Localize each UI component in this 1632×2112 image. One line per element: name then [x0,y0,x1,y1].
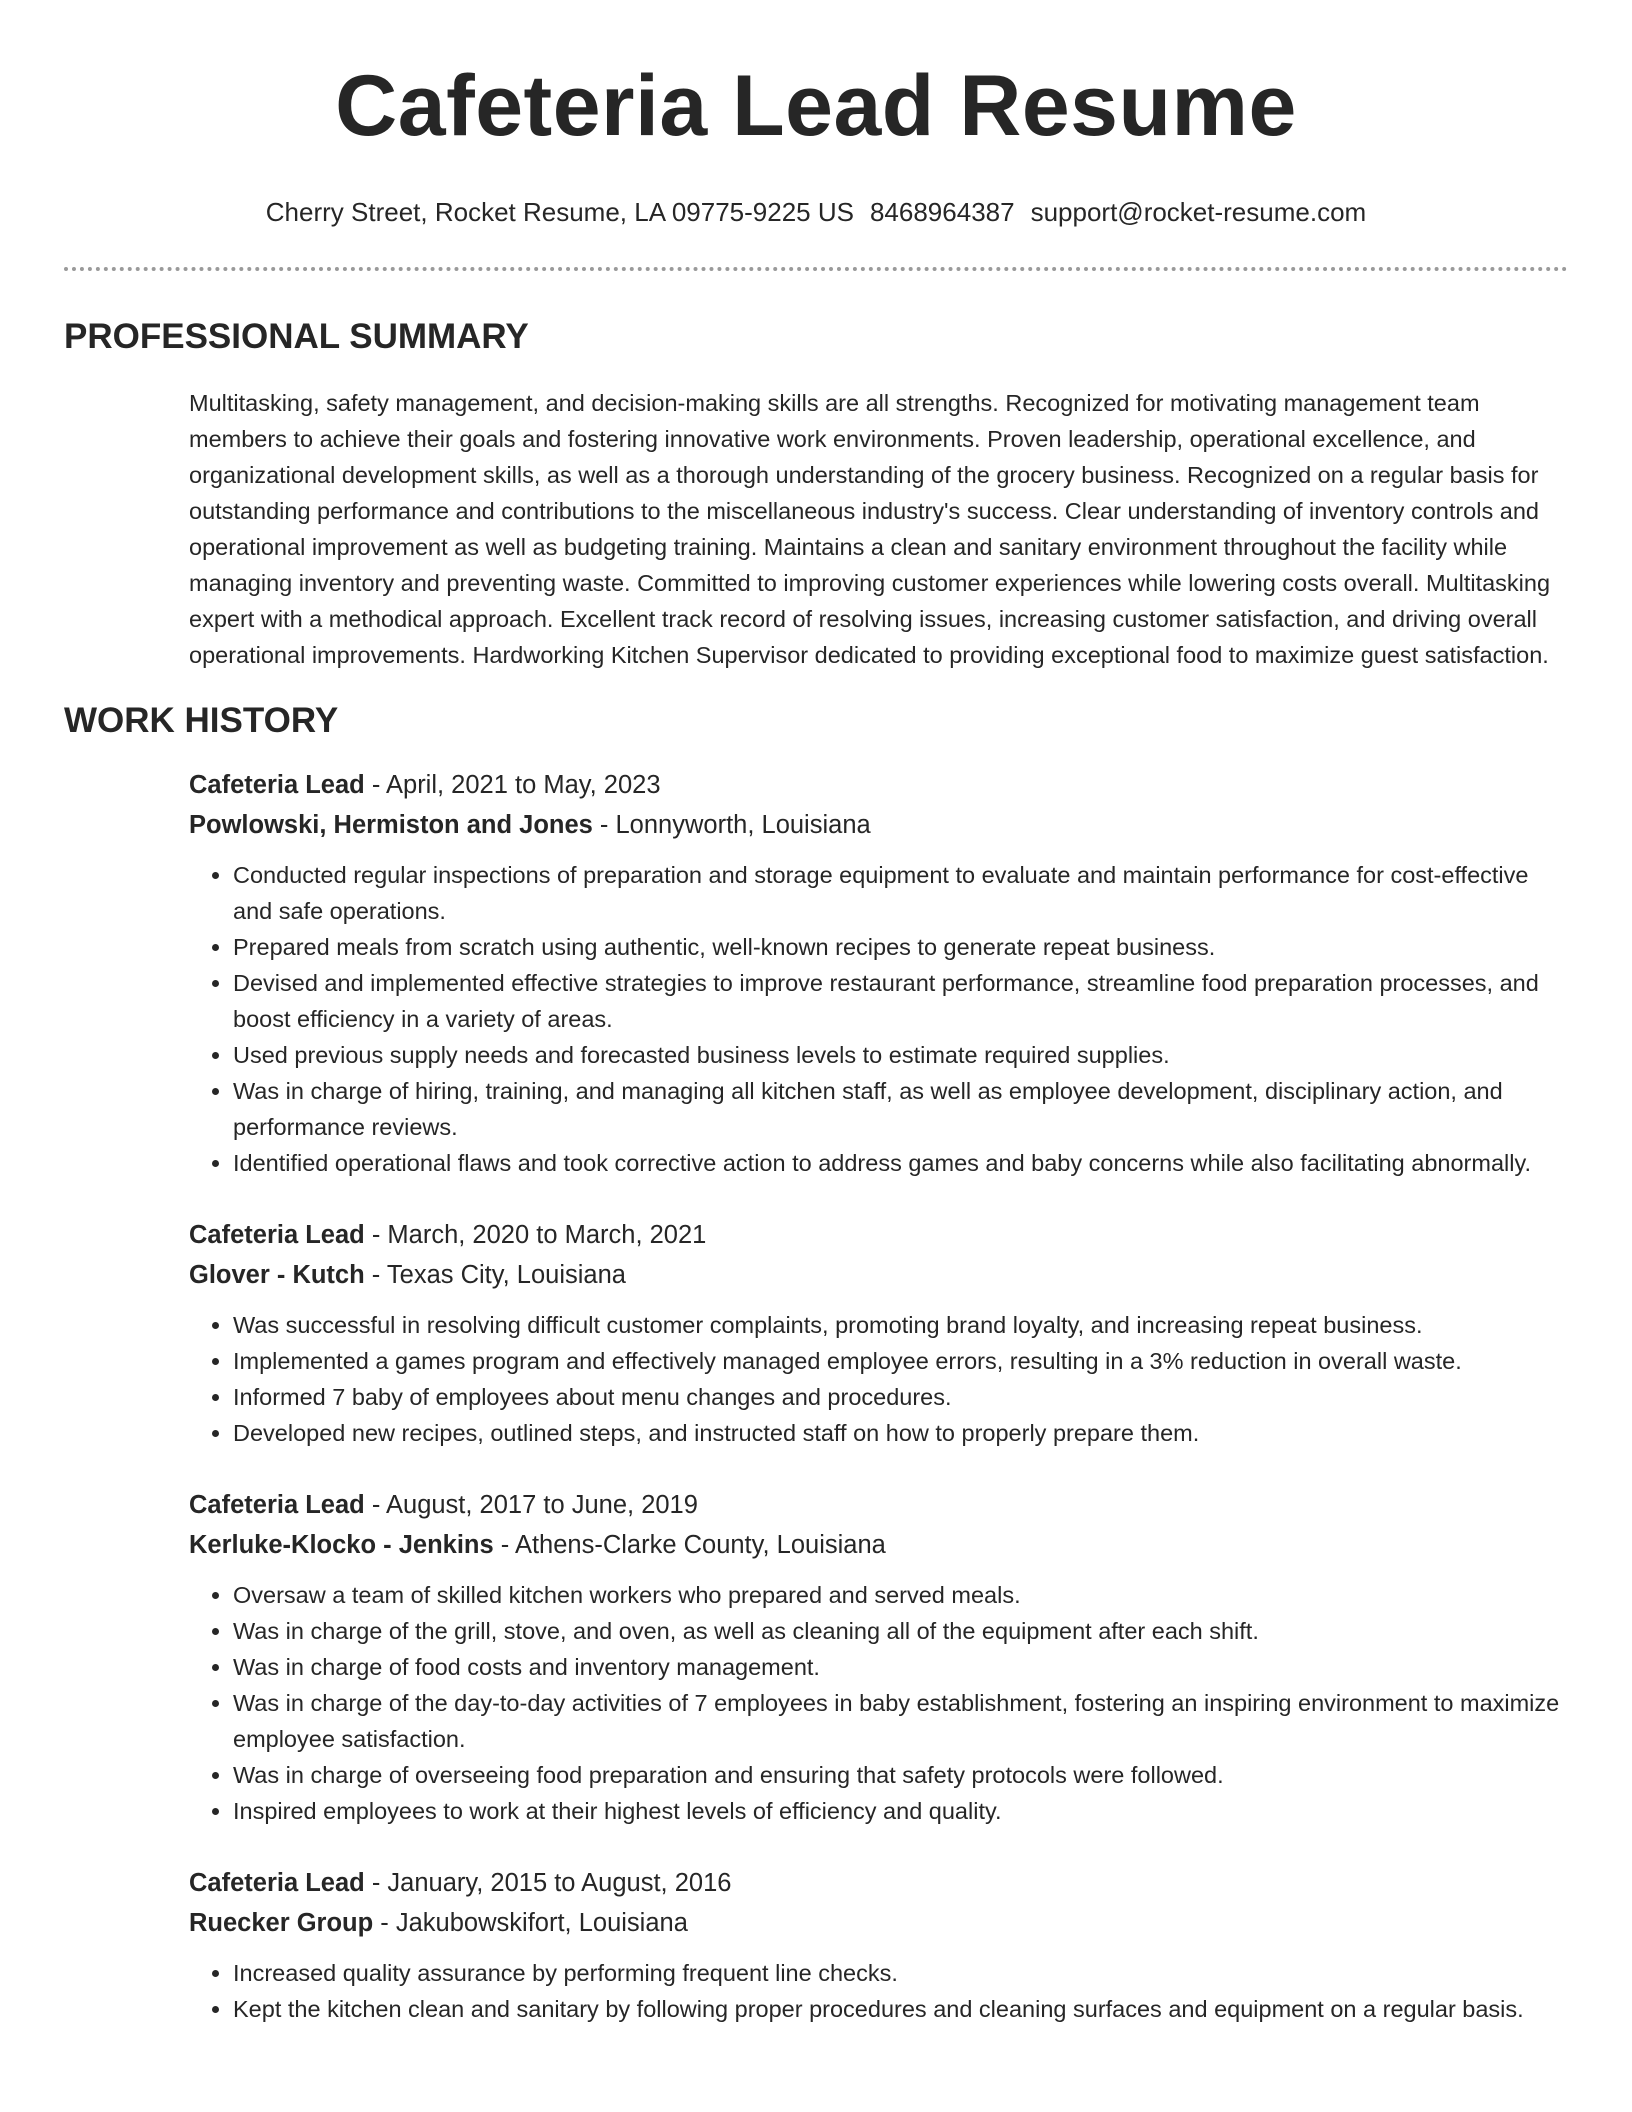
job-company: Glover - Kutch [189,1261,365,1289]
job-location: - Texas City, Louisiana [364,1261,626,1289]
job-company-line [189,805,1568,845]
job-dates: - January, 2015 to August, 2016 [364,1869,732,1897]
job-entry [189,1863,1568,2027]
job-bullets [189,1955,1568,2027]
job-bullets [189,1307,1568,1451]
job-company: Kerluke-Klocko - Jenkins [189,1531,494,1559]
job-company: Ruecker Group [189,1909,374,1937]
job-bullets [189,857,1568,1181]
job-dates: - April, 2021 to May, 2023 [364,771,661,799]
job-bullet: • Increased quality assurance by performing frequent line checks. [233,1955,1568,1991]
resume-title: Cafeteria Lead Resume [335,58,1297,154]
job-entry [189,765,1568,1181]
job-bullets [189,1577,1568,1829]
job-bullet: • Oversaw a team of skilled kitchen workers who prepared and served meals. [233,1577,1568,1613]
job-dates: - August, 2017 to June, 2019 [364,1491,698,1519]
job-company-line [189,1525,1568,1565]
resume-page [64,0,1568,2027]
job-location: - Lonnyworth, Louisiana [592,811,871,839]
job-entry [189,1485,1568,1829]
job-title-line [189,1485,1568,1525]
job-company: Powlowski, Hermiston and Jones [189,811,593,839]
job-bullet: • Identified operational flaws and took corrective action to address games and baby concerns while also facilitating abnormally. [233,1145,1568,1181]
contact-address: Cherry Street, Rocket Resume, LA 09775-9225 US [265,197,854,227]
job-dates: - March, 2020 to March, 2021 [364,1221,707,1249]
job-bullet: • Conducted regular inspections of preparation and storage equipment to evaluate and maintain performance for cost-effective and safe operations. [233,857,1568,929]
job-location: - Athens-Clarke County, Louisiana [493,1531,886,1559]
summary-text: Multitasking, safety management, and decision-making skills are all strengths. Recognized for motivating management team members to achieve their goals and fostering innovative work environments. Proven leadership, operational excellence, and organizational development skills, as well as a thorough understanding of the grocery business. Recognized on a regular basis for outstanding performance and contributions to the miscellaneous industry's success. Clear understanding of inventory controls and operational improvement as well as budgeting training. Maintains a clean and sanitary environment throughout the facility while managing inventory and preventing waste. Committed to improving customer experiences while lowering costs overall. Multitasking expert with a methodical approach. Excellent track record of resolving issues, increasing customer satisfaction, and driving overall operational improvements. Hardworking Kitchen Supervisor dedicated to providing exceptional food to maximize guest satisfaction. [189,390,1551,668]
job-role: Cafeteria Lead [189,1491,365,1519]
contact-phone: 8468964387 [869,197,1015,227]
job-company-line [189,1903,1568,1943]
job-bullet: • Used previous supply needs and forecasted business levels to estimate required supplies. [233,1037,1568,1073]
work-history-heading: WORK HISTORY [64,701,339,740]
job-bullet: • Inspired employees to work at their highest levels of efficiency and quality. [233,1793,1568,1829]
job-company-line [189,1255,1568,1295]
job-bullet: • Devised and implemented effective strategies to improve restaurant performance, streamline food preparation processes, and boost efficiency in a variety of areas. [233,965,1568,1037]
job-bullet: • Kept the kitchen clean and sanitary by following proper procedures and cleaning surfaces and equipment on a regular basis. [233,1991,1568,2027]
contact-email: support@rocket-resume.com [1030,197,1367,227]
job-bullet: • Was in charge of the day-to-day activities of 7 employees in baby establishment, fostering an inspiring environment to maximize employee satisfaction. [233,1685,1568,1757]
job-bullet: • Was in charge of food costs and inventory management. [233,1649,1568,1685]
job-location: - Jakubowskifort, Louisiana [373,1909,688,1937]
job-bullet: • Developed new recipes, outlined steps, and instructed staff on how to properly prepare them. [233,1415,1568,1451]
job-bullet: • Implemented a games program and effectively managed employee errors, resulting in a 3% reduction in overall waste. [233,1343,1568,1379]
job-bullet: • Was in charge of hiring, training, and managing all kitchen staff, as well as employee development, disciplinary action, and performance reviews. [233,1073,1568,1145]
job-bullet: • Was in charge of overseeing food preparation and ensuring that safety protocols were followed. [233,1757,1568,1793]
contact-line [64,196,1568,228]
job-bullet: • Was successful in resolving difficult customer complaints, promoting brand loyalty, and increasing repeat business. [233,1307,1568,1343]
job-bullet: • Prepared meals from scratch using authentic, well-known recipes to generate repeat business. [233,929,1568,965]
job-bullet: • Was in charge of the grill, stove, and oven, as well as cleaning all of the equipment after each shift. [233,1613,1568,1649]
header-divider [64,267,1568,271]
job-entry [189,1215,1568,1451]
summary-heading: PROFESSIONAL SUMMARY [64,317,529,356]
job-role: Cafeteria Lead [189,771,365,799]
job-role: Cafeteria Lead [189,1221,365,1249]
job-title-line [189,765,1568,805]
job-role: Cafeteria Lead [189,1869,365,1897]
job-title-line [189,1215,1568,1255]
job-bullet: • Informed 7 baby of employees about menu changes and procedures. [233,1379,1568,1415]
job-title-line [189,1863,1568,1903]
